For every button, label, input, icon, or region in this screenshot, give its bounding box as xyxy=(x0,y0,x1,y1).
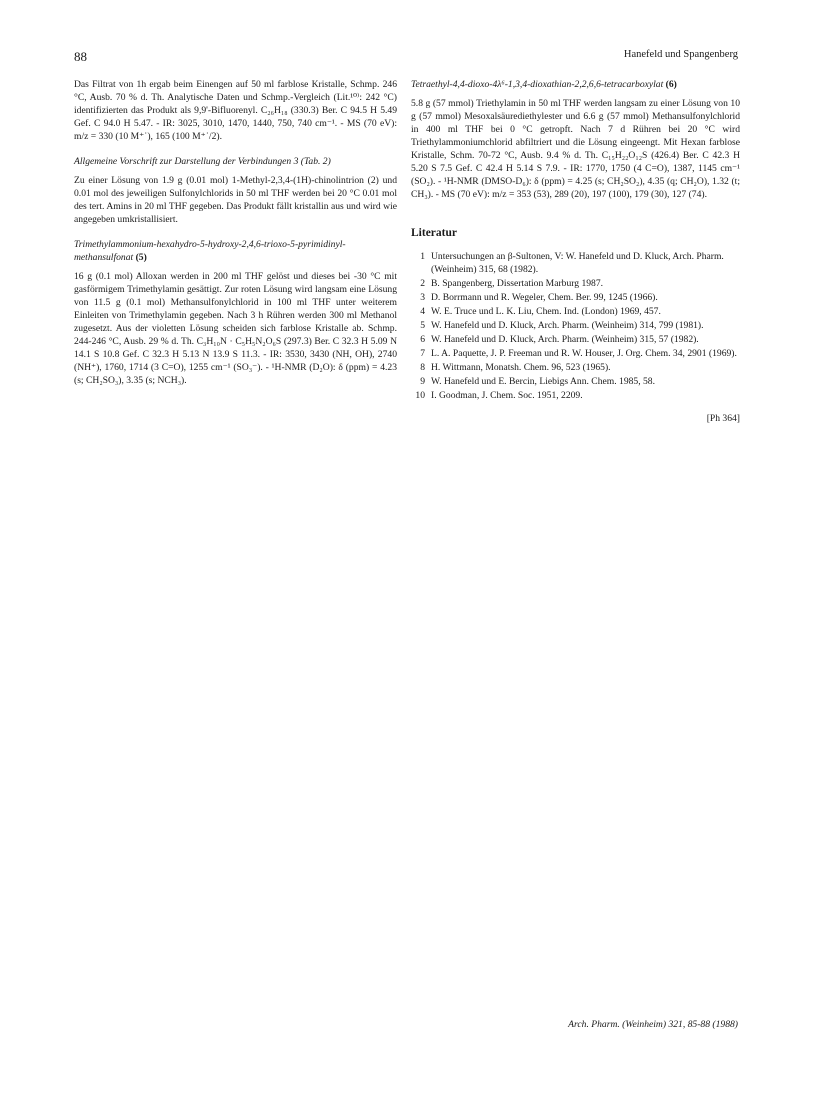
reference-item xyxy=(411,305,740,318)
reference-number: 1 xyxy=(420,251,425,262)
reference-text: L. A. Paquette, J. P. Freeman und R. W. Houser, J. Org. Chem. 34, 2901 (1969). xyxy=(431,348,737,359)
reference-number: 10 xyxy=(415,390,425,401)
reference-list xyxy=(411,250,740,402)
filtrate-paragraph: Das Filtrat von 1h ergab beim Einengen auf 50 ml farblose Kristalle, Schmp. 246 °C, Ausb. 70 % d. Th. Analytische Daten und Schmp.-Vergleich (Lit.¹⁰⁾: 242 °C) identifizierten das Produkt als 9,9'-Bifluorenyl. C₂₆H₁₈ (330.3) Ber. C 94.5 H 5.49 Gef. C 94.0 H 5.47. - IR: 3025, 3010, 1470, 1440, 750, 740 cm⁻¹. - MS (70 eV): m/z = 330 (10 M⁺˙), 165 (100 M⁺˙/2). xyxy=(74,79,397,142)
compound-5-number: (5) xyxy=(135,252,147,263)
reference-text: W. Hanefeld und D. Kluck, Arch. Pharm. (Weinheim) 314, 799 (1981). xyxy=(431,320,704,331)
compound-5-paragraph: 16 g (0.1 mol) Alloxan werden in 200 ml THF gelöst und dieses bei -30 °C mit gasförmigem Trimethylamin gesättigt. Zur roten Lösung wird langsam eine Lösung von 11.5 g (0.1 mol) Methansulfonylchlorid in 100 ml THF unter weiterem Einleiten von Trimethylamin gegeben. Nach 3 h Rühren werden 300 ml Methanol zugesetzt. Aus der violetten Lösung scheiden sich farblose Kristalle ab. Schmp. 244-246 °C, Ausb. 29 % d. Th. C₃H₁₀N · C₅H₅N₂O₆S (297.3) Ber. C 32.3 H 5.09 N 14.1 S 10.8 Gef. C 32.3 H 5.13 N 13.9 S 11.3. - IR: 3530, 3430 (NH, OH), 2740 (NH⁺), 1760, 1714 (3 C=O), 1255 cm⁻¹ (SO₃⁻). - ¹H-NMR (D₂O): δ (ppm) = 4.23 (s; CH₂SO₃), 3.35 (s; NCH₃). xyxy=(74,271,397,386)
reference-number: 4 xyxy=(420,306,425,317)
reference-number: 6 xyxy=(420,334,425,345)
reference-item xyxy=(411,389,740,402)
compound-6-heading xyxy=(411,78,740,91)
running-head: Hanefeld und Spangenberg xyxy=(623,49,738,60)
reference-item xyxy=(411,375,740,388)
compound-6-title: Tetraethyl-4,4-dioxo-4λ⁶-1,3,4-dioxathian-2,2,6,6-tetracarboxylat xyxy=(411,79,664,90)
page-number: 88 xyxy=(74,49,87,64)
reference-number: 9 xyxy=(420,376,425,387)
left-column xyxy=(74,78,397,399)
general-procedure-heading: Allgemeine Vorschrift zur Darstellung der Verbindungen 3 (Tab. 2) xyxy=(74,156,331,167)
compound-5-heading xyxy=(74,238,397,264)
reference-item xyxy=(411,250,740,276)
reference-text: D. Borrmann und R. Wegeler, Chem. Ber. 99, 1245 (1966). xyxy=(431,292,658,303)
reference-text: Untersuchungen an β-Sultonen, V: W. Hanefeld und D. Kluck, Arch. Pharm. (Weinheim) 315, 68 (1982). xyxy=(431,251,724,275)
literatur-heading: Literatur xyxy=(411,227,457,239)
reference-number: 8 xyxy=(420,362,425,373)
reference-item xyxy=(411,277,740,290)
general-procedure-paragraph: Zu einer Lösung von 1.9 g (0.01 mol) 1-Methyl-2,3,4-(1H)-chinolintrion (2) und 0.01 mol des jeweiligen Sulfonylchlorids in 50 ml THF werden bei 20 °C 0.01 mol des tert. Amins in 20 ml THF gegeben. Das Produkt fällt kristallin aus und wird wie angegeben umkristallisiert. xyxy=(74,175,397,225)
compound-5-title: Trimethylammonium-hexahydro-5-hydroxy-2,4,6-trioxo-5-pyrimidinyl-methansulfonat xyxy=(74,239,346,263)
compound-6-paragraph: 5.8 g (57 mmol) Triethylamin in 50 ml THF werden langsam zu einer Lösung von 10 g (57 mmol) Mesoxalsäurediethylester und 6.6 g (57 mmol) Methansulfonylchlorid in 400 ml THF bei 0 °C getropft. Nach 7 d Rühren bei 20 °C wird Triethylammoniumchlorid abfiltriert und die Lösung eingeengt. Mit Hexan farblose Kristalle, Schm. 70-72 °C, Ausb. 9.4 % d. Th. C₁₅H₂₂O₁₂S (426.4) Ber. C 42.3 H 5.20 S 7.5 Gef. C 42.4 H 5.14 S 7.9. - IR: 1770, 1750 (4 C=O), 1387, 1145 cm⁻¹ (SO₂). - ¹H-NMR (DMSO-D₆): δ (ppm) = 4.25 (s; CH₂SO₂), 4.35 (q; CH₂O), 1.32 (t; CH₃). - MS (70 eV): m/z = 353 (53), 289 (20), 197 (100), 179 (30), 127 (74). xyxy=(411,98,740,200)
reference-item xyxy=(411,361,740,374)
reference-text: I. Goodman, J. Chem. Soc. 1951, 2209. xyxy=(431,390,583,401)
journal-citation: Arch. Pharm. (Weinheim) 321, 85-88 (1988) xyxy=(568,1019,738,1030)
reference-item xyxy=(411,319,740,332)
reference-number: 7 xyxy=(420,348,425,359)
compound-6-number: (6) xyxy=(665,79,677,90)
reference-item xyxy=(411,291,740,304)
reference-text: W. E. Truce und L. K. Liu, Chem. Ind. (London) 1969, 457. xyxy=(431,306,661,317)
right-column xyxy=(411,78,740,425)
reference-number: 3 xyxy=(420,292,425,303)
reference-text: B. Spangenberg, Dissertation Marburg 1987. xyxy=(431,278,604,289)
reference-number: 2 xyxy=(420,278,425,289)
reference-item xyxy=(411,333,740,346)
manuscript-code: [Ph 364] xyxy=(706,413,740,424)
reference-number: 5 xyxy=(420,320,425,331)
reference-item xyxy=(411,347,740,360)
reference-text: W. Hanefeld und D. Kluck, Arch. Pharm. (Weinheim) 315, 57 (1982). xyxy=(431,334,699,345)
reference-text: W. Hanefeld und E. Bercin, Liebigs Ann. Chem. 1985, 58. xyxy=(431,376,655,387)
reference-text: H. Wittmann, Monatsh. Chem. 96, 523 (1965). xyxy=(431,362,611,373)
